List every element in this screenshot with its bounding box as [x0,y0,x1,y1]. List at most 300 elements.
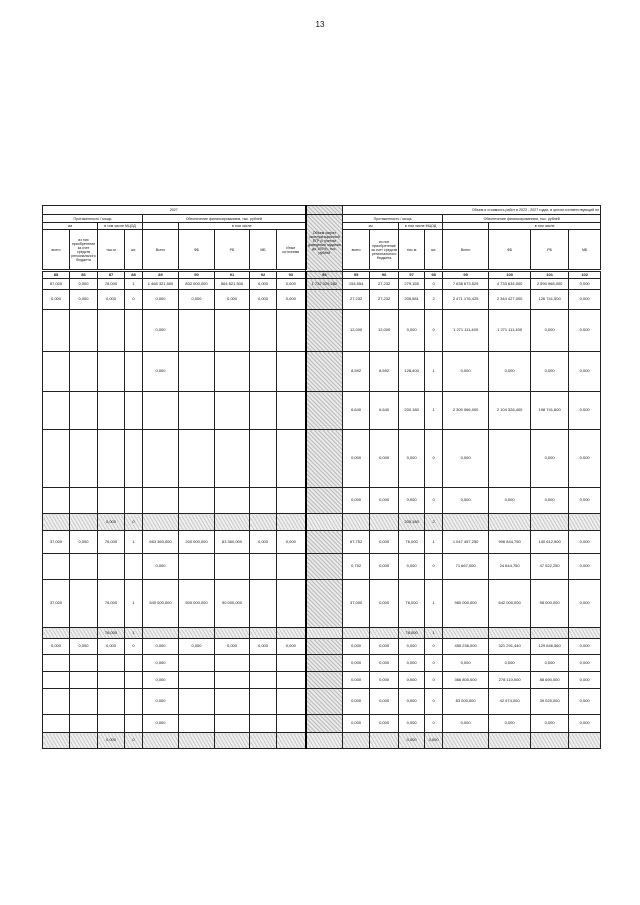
table-cell: 37,000 [43,531,70,554]
table-cell: 76,000 [399,531,425,554]
table-cell: 0,000 [143,689,179,715]
table-cell: 0,000 [370,554,399,580]
table-cell [306,554,343,580]
table-cell: 0,000 [443,488,489,514]
table-row [43,531,601,554]
col-tons-right: тыс.м [399,230,425,270]
table-cell [489,514,531,531]
table-cell: 0 [425,672,443,689]
table-cell [306,689,343,715]
table-cell: 0,000 [569,672,601,689]
table-cell: 0,000 [98,639,125,655]
table-cell [143,430,179,488]
col-mb-left: МБ [250,230,277,270]
table-cell: 0,000 [143,715,179,733]
page-number: 13 [315,20,325,29]
table-cell: 76,000 [98,531,125,554]
table-cell: 0 [425,554,443,580]
column-number-cell: 96 [370,272,399,279]
table-cell: 0,000 [370,531,399,554]
column-number-cell: 93 [277,272,306,279]
table-cell: 90 000,000 [215,580,250,628]
table-row [43,639,601,655]
table-cell: 27,232 [343,290,370,310]
table-cell: 1 271 111,400 [443,310,489,352]
table-cell [250,392,277,430]
table-cell [370,514,399,531]
column-number-cell: 99 [443,272,489,279]
table-cell [179,733,215,749]
table-cell [343,733,370,749]
table-cell: 76,000 [98,279,125,290]
table-cell [179,310,215,352]
table-cell: 27,232 [370,290,399,310]
table-cell: 0,000 [531,310,569,352]
col-total-left: всего [43,230,70,270]
table-cell [215,310,250,352]
table-cell: 0,000 [399,689,425,715]
table-cell: 98 000,000 [531,580,569,628]
table-cell [70,733,98,749]
table-cell [306,290,343,310]
table-cell: 0,000 [569,531,601,554]
col-rb-left: РБ [215,230,250,270]
table-cell: 0,000 [399,715,425,733]
table-cell: 76,000 [399,580,425,628]
table-cell: 200 000,000 [179,531,215,554]
table-cell: 2 471 176,425 [443,290,489,310]
table-cell: 0,000 [370,689,399,715]
table-cell [277,580,306,628]
table-cell: 0,000 [489,352,531,392]
table-cell: 0,000 [343,715,370,733]
table-cell: 540 000,000 [143,580,179,628]
table-cell [125,672,143,689]
table-row [43,689,601,715]
table-cell: 71 667,000 [443,554,489,580]
table-cell: 37,000 [343,580,370,628]
table-cell [43,514,70,531]
column-number-cell: 101 [531,272,569,279]
table-cell [306,430,343,488]
table-cell: 2 [425,290,443,310]
table-cell: 0,000 [343,639,370,655]
column-number-cell: 92 [250,272,277,279]
table-cell [215,733,250,749]
table-cell: 0,000 [569,689,601,715]
table-cell: 0,000 [343,655,370,672]
table-cell [489,430,531,488]
table-cell: 0,000 [399,655,425,672]
table-cell: 0,000 [443,352,489,392]
table-cell [277,392,306,430]
table-cell [277,672,306,689]
table-cell: 278 110,000 [489,672,531,689]
table-cell: 0 [125,514,143,531]
table-cell [277,733,306,749]
table-cell: 0,000 [143,554,179,580]
table-cell [215,352,250,392]
column-number-cell: 102 [569,272,601,279]
table-cell: 27,232 [370,279,399,290]
col-other-left: Иные источники [277,230,306,270]
table-cell: 0,000 [569,554,601,580]
table-row [43,672,601,689]
table-cell: 0,000 [531,488,569,514]
table-cell: 0,752 [343,554,370,580]
table-cell [306,310,343,352]
right-title: Объем и стоимость работ в 2023 - 2027 годах, в целом соответствующий пл [343,206,601,215]
table-cell [179,628,215,639]
table-cell: 0,000 [569,655,601,672]
table-cell [70,352,98,392]
table-cell [125,554,143,580]
table-cell [277,554,306,580]
table-cell [277,689,306,715]
col-mb-right: МБ [569,230,601,270]
table-cell: 0 [425,279,443,290]
table-cell [43,488,70,514]
table-cell [70,310,98,352]
table-cell: 0,000 [70,279,98,290]
table-cell: 564 821,500 [215,279,250,290]
table-row [43,279,601,290]
table-cell: 37,000 [43,580,70,628]
table-cell: 0,000 [489,488,531,514]
table-cell: 0,000 [569,430,601,488]
table-cell: 8,592 [343,352,370,392]
table-row [43,430,601,488]
table-cell: 87,000 [43,279,70,290]
col-sum-left: Всего [143,230,179,270]
table-cell [306,639,343,655]
table-cell [70,392,98,430]
table-cell [215,655,250,672]
table-cell [70,689,98,715]
table-cell: 0,000 [399,672,425,689]
table-cell [250,488,277,514]
table-cell: 0,000 [399,639,425,655]
table-cell [489,628,531,639]
col-pcs-right: шт. [425,230,443,270]
table-cell [43,554,70,580]
table-cell [277,715,306,733]
table-cell [277,430,306,488]
table-cell [98,352,125,392]
table-cell [277,655,306,672]
table-cell: 76,000 [98,580,125,628]
table-cell [98,554,125,580]
table-cell: 205,581 [399,290,425,310]
column-number-cell: 98 [425,272,443,279]
table-cell [179,715,215,733]
table-cell: 0 [425,639,443,655]
table-cell: 0,000 [370,715,399,733]
table-cell: 0,000 [250,279,277,290]
table-cell: 0 [125,639,143,655]
table-cell: 1 [125,628,143,639]
sum-header-left-top [143,223,179,230]
table-row [43,310,601,352]
table-cell [179,352,215,392]
table-cell: 0 [425,310,443,352]
column-number-cell: 88 [125,272,143,279]
table-cell: 0,000 [370,655,399,672]
table-cell: 0,000 [370,639,399,655]
table-cell: 126 741,500 [531,290,569,310]
table-cell: 0,000 [569,715,601,733]
table-cell [531,628,569,639]
table-cell: 0,000 [343,689,370,715]
table-cell: 0 [425,655,443,672]
column-number-cell: 97 [399,272,425,279]
table-cell: 0 [425,715,443,733]
table-cell: 0,000 [569,488,601,514]
table-cell: 0,000 [343,672,370,689]
table-cell: 0,000 [70,290,98,310]
table-cell [306,514,343,531]
table-cell [43,392,70,430]
table-cell: 663 360,000 [143,531,179,554]
table-cell: 1 468 321,500 [143,279,179,290]
table-cell [98,430,125,488]
table-cell: 0,000 [43,290,70,310]
table-cell [215,689,250,715]
table-cell: 0,000 [443,715,489,733]
table-cell [277,488,306,514]
table-cell [70,628,98,639]
table-cell: 0,000 [489,715,531,733]
table-cell [98,392,125,430]
table-cell: 0,000 [531,430,569,488]
table-cell [531,733,569,749]
table-cell [250,514,277,531]
table-cell: 960 000,000 [443,580,489,628]
characteristic-right-header: Протяженность / мощь [343,215,443,223]
table-cell [70,430,98,488]
financing-left-header: Обеспечение финансированием, тыс. рублей [143,215,306,223]
table-cell [43,715,70,733]
table-cell [443,733,489,749]
table-cell: 6,640 [370,392,399,430]
table-cell: 0 [425,488,443,514]
table-cell: 0,000 [370,430,399,488]
table-cell [43,655,70,672]
table-cell: 12,000 [343,310,370,352]
col-pcs-left: шт. [125,230,143,270]
table-cell [277,352,306,392]
table-cell [250,580,277,628]
table-cell: 83 000,000 [443,689,489,715]
table-cell: 1 [425,628,443,639]
table-cell [215,672,250,689]
table-cell: 0,000 [399,310,425,352]
table-cell: 0,000 [143,290,179,310]
table-cell: 0,000 [531,655,569,672]
table-cell [531,514,569,531]
table-cell [343,628,370,639]
column-number-cell: 85 [43,272,70,279]
eps-cost-header-top [306,206,343,215]
table-cell [215,392,250,430]
table-cell [569,628,601,639]
table-cell [277,310,306,352]
table-cell: 366 800,000 [443,672,489,689]
table-cell: 0,000 [143,639,179,655]
table-cell [250,628,277,639]
table-row [43,733,601,749]
table-cell [43,733,70,749]
mcod-header-left: в том числе МЦОД [98,223,143,230]
table-cell: 12,000 [370,310,399,352]
table-cell: 0,000 [443,430,489,488]
table-cell [215,715,250,733]
table-cell: 0,000 [531,352,569,392]
table-cell [43,628,70,639]
table-cell [43,352,70,392]
table-cell: 6,640 [343,392,370,430]
table-cell [43,672,70,689]
mcod-header-right: в том числе МЦОД [399,223,443,230]
table-cell: 0,000 [98,514,125,531]
table-cell: 906 844,750 [489,531,531,554]
table-cell: 832 000,000 [179,279,215,290]
table-cell [306,531,343,554]
table-cell: 67,752 [343,531,370,554]
table-cell: 0,000 [277,531,306,554]
table-cell: 0,000 [43,639,70,655]
table-cell [250,554,277,580]
table-cell [125,689,143,715]
table-cell [98,715,125,733]
table-row [43,715,601,733]
table-cell: 76,000 [98,628,125,639]
table-cell [125,488,143,514]
eps-cost-header: Объем затрат эксплуатационной ЕП* (с учетом доведения задания до 100%), тыс. рублей [306,215,343,272]
table-cell [70,514,98,531]
table-cell: 76,000 [399,628,425,639]
table-cell [70,655,98,672]
table-cell: 2 300 066,000 [443,392,489,430]
table-cell [179,554,215,580]
table-cell: 0,000 [569,352,601,392]
table-cell: 1 [125,279,143,290]
table-cell: 450 236,000 [443,639,489,655]
table-row [43,392,601,430]
col-tons-left: тыс.м [98,230,125,270]
incl-header-right: в том числе [489,223,601,230]
table-cell [98,655,125,672]
financing-right-header: Обеспечение финансированием, тыс. рублей [443,215,601,223]
table-cell [306,488,343,514]
table-cell: 0,000 [370,672,399,689]
table-cell: 1 047 457,250 [443,531,489,554]
table-cell: 0,000 [489,655,531,672]
column-number-cell: 89 [143,272,179,279]
column-number-cell: 91 [215,272,250,279]
table-cell: 0,000 [569,310,601,352]
table-cell [98,488,125,514]
col-total-right: всего [343,230,370,270]
sum-header-right-top [443,223,489,230]
table-cell [143,488,179,514]
table-cell: 0,000 [143,310,179,352]
table-cell: 1 [425,580,443,628]
table-cell: 0,000 [569,639,601,655]
table-cell [277,514,306,531]
table-cell: 0,000 [399,554,425,580]
table-cell [43,310,70,352]
table-cell [306,628,343,639]
table-cell [370,628,399,639]
table-cell: 0,000 [250,290,277,310]
table-cell [306,655,343,672]
table-cell: 200,180 [399,392,425,430]
column-number-cell: 87 [98,272,125,279]
table-cell: 0 [425,430,443,488]
table-cell: 1 [125,531,143,554]
col-rb-right: РБ [531,230,569,270]
table-cell: 0,000 [70,531,98,554]
table-cell [250,672,277,689]
table-row [43,514,601,531]
table-cell: 2 344 427,000 [489,290,531,310]
table-cell: 279,155 [399,279,425,290]
table-cell: 2 104 328,400 [489,392,531,430]
year-header: 2027 [43,206,306,215]
table-row [43,290,601,310]
table-cell: 0,000 [569,580,601,628]
table-cell [179,672,215,689]
table-cell [125,310,143,352]
km-header-left: км [43,223,98,230]
table-cell: 1 271 111,400 [489,310,531,352]
table-cell [143,392,179,430]
table-cell: 0,000 [143,655,179,672]
table-cell: 0,000 [98,733,125,749]
table-cell [306,733,343,749]
table-cell [250,310,277,352]
table-cell [306,715,343,733]
table-cell [277,628,306,639]
table-row [43,488,601,514]
table-cell: 154,554 [343,279,370,290]
table-cell: 0,000 [531,715,569,733]
table-row [43,352,601,392]
table-cell: 0,000 [143,352,179,392]
table-cell: 83 360,000 [215,531,250,554]
table-cell [179,488,215,514]
table-cell [98,310,125,352]
table-cell [343,514,370,531]
table-cell [306,580,343,628]
table-cell: 0 [125,290,143,310]
table-row [43,580,601,628]
col-sum-right: Всего [443,230,489,270]
table-cell: 140 612,500 [531,531,569,554]
table-cell [250,655,277,672]
km-header-right: км [343,223,399,230]
table-cell [70,672,98,689]
table-cell: 0,000 [370,488,399,514]
column-number-cell: 95 [343,272,370,279]
table-cell: 0,000 [343,488,370,514]
table-cell: 0,000 [569,279,601,290]
table-cell: 0 [425,689,443,715]
table-cell [215,430,250,488]
table-cell: 0,000 [179,290,215,310]
characteristic-left-header: Протяженность / мощь [43,215,143,223]
